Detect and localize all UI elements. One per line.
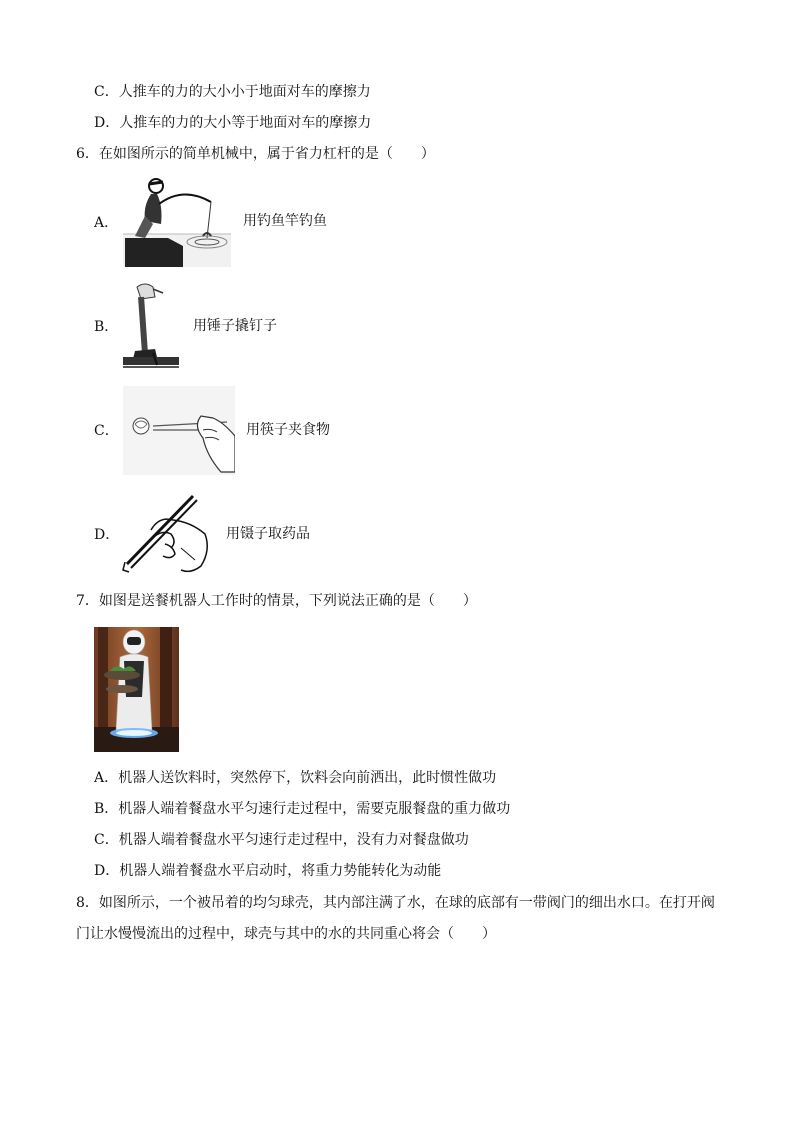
- q6-option-a-caption: 用钓鱼竿钓鱼: [243, 213, 327, 229]
- q7-option-b: B．机器人端着餐盘水平匀速行走过程中，需要克服餐盘的重力做功: [94, 801, 511, 817]
- q6-option-c-caption: 用筷子夹食物: [246, 422, 330, 438]
- tweezers-image: [121, 490, 214, 576]
- q8-stem-line-1: 8．如图所示，一个被吊着的均匀球壳，其内部注满了水，在球的底部有一带阀门的细出水口。在打开阀: [76, 895, 715, 911]
- hammer-image: [123, 281, 179, 372]
- q6-option-c-letter: C．: [94, 423, 119, 439]
- q6-option-a-letter: A．: [94, 215, 119, 231]
- q7-option-c: C．机器人端着餐盘水平匀速行走过程中，没有力对餐盘做功: [94, 832, 469, 848]
- q6-stem: 6．在如图所示的简单机械中，属于省力杠杆的是（ ）: [76, 146, 435, 162]
- robot-photo: [94, 627, 179, 752]
- q5-option-d: D．人推车的力的大小等于地面对车的摩擦力: [94, 115, 372, 131]
- q6-option-d-caption: 用镊子取药品: [226, 526, 310, 542]
- fishing-rod-image: [123, 176, 231, 267]
- q6-option-b-caption: 用锤子撬钉子: [193, 318, 277, 334]
- q6-option-b-letter: B．: [94, 319, 119, 335]
- q7-stem: 7．如图是送餐机器人工作时的情景，下列说法正确的是（ ）: [76, 593, 477, 609]
- q5-option-c: C．人推车的力的大小小于地面对车的摩擦力: [94, 84, 371, 100]
- chopsticks-image: [123, 386, 235, 475]
- q6-option-d-letter: D．: [94, 527, 120, 543]
- q7-option-d: D．机器人端着餐盘水平启动时，将重力势能转化为动能: [94, 863, 442, 879]
- q8-stem-line-2: 门让水慢慢流出的过程中，球壳与其中的水的共同重心将会（ ）: [76, 926, 496, 942]
- q7-option-a: A．机器人送饮料时，突然停下，饮料会向前洒出，此时惯性做功: [94, 770, 497, 786]
